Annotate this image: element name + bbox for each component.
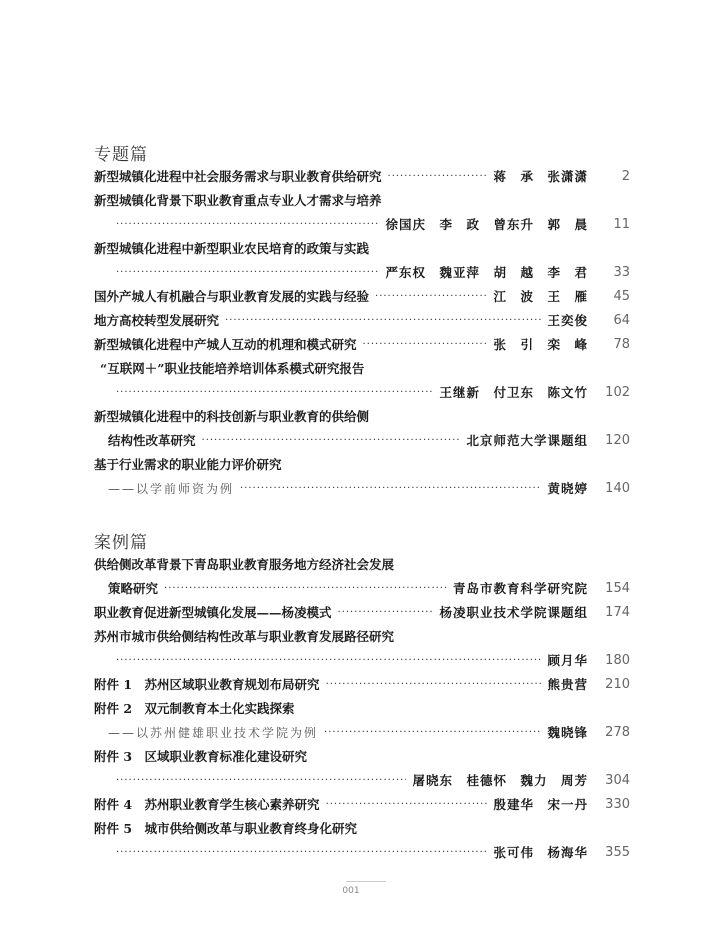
entry-title: 新型城镇化背景下职业教育重点专业人才需求与培养 [94,193,382,208]
entry-page: 140 [605,480,630,496]
entry-page: 210 [605,676,630,692]
entry-title: 新型城镇化进程中产城人互动的机理和模式研究 [94,337,357,352]
entry-page: 154 [605,580,630,596]
entry-page: 102 [605,384,630,400]
entry-page: 180 [605,652,630,668]
entry-authors: 王奕俊 [547,313,588,328]
toc-entry-title-line[interactable] [94,453,630,475]
toc-entry-title-line[interactable] [94,405,630,427]
toc-entry[interactable] [108,649,630,671]
entry-title: “互联网＋”职业技能培养培训体系模式研究报告 [100,361,365,376]
entry-authors: 殷建华 宋一丹 [493,797,588,812]
leader-dots [324,727,541,738]
entry-subtitle: ——以学前师资为例 [108,481,235,496]
entry-title: 国外产城人有机融合与职业教育发展的实践与经验 [94,289,370,304]
toc-entry[interactable] [94,309,630,331]
entry-title: 附件 1 苏州区域职业教育规划布局研究 [94,677,320,692]
toc-entry[interactable] [108,721,630,743]
leader-dots [363,339,488,350]
entry-page: 33 [613,264,630,280]
toc-entry-title-line[interactable] [94,237,630,259]
entry-page: 11 [613,216,630,232]
entry-page: 45 [613,288,630,304]
entry-page: 120 [605,432,630,448]
entry-page: 330 [605,796,630,812]
entry-authors: 屠晓东 桂德怀 魏力 周芳 [412,773,588,788]
entry-page: 174 [605,604,630,620]
toc-entry[interactable] [108,577,630,599]
entry-authors: 江 波 王 雁 [493,289,588,304]
toc-entry[interactable] [108,381,630,403]
page-number: 001 [342,886,360,896]
toc-entry-title-line[interactable] [94,697,630,719]
entry-authors: 张 引 栾 峰 [493,337,588,352]
entry-title: 职业教育促进新型城镇化发展——杨凌模式 [94,605,332,620]
leader-dots [116,267,379,278]
leader-dots [116,847,487,858]
toc-entry[interactable] [94,165,630,187]
leader-dots [240,483,541,494]
entry-title: 苏州市城市供给侧结构性改革与职业教育发展路径研究 [94,629,395,644]
entry-page: 78 [613,336,630,352]
toc-entry-title-line[interactable] [94,189,630,211]
section-title-case-studies: 案例篇 [94,533,148,553]
leader-dots [116,775,406,786]
leader-dots [375,291,487,302]
entry-page: 2 [621,168,630,184]
entry-title-continued: 结构性改革研究 [108,433,196,448]
entry-page: 278 [605,724,630,740]
leader-dots [116,387,433,398]
toc-entry[interactable] [94,285,630,307]
entry-page: 64 [613,312,630,328]
entry-authors: 杨凌职业技术学院课题组 [439,605,588,620]
leader-dots [164,583,447,594]
entry-title-continued: 策略研究 [108,581,159,596]
entry-authors: 北京师范大学课题组 [466,433,588,448]
entry-page: 355 [605,844,630,860]
entry-title: 地方高校转型发展研究 [94,313,220,328]
toc-entry-title-line[interactable] [94,817,630,839]
toc-entry[interactable] [108,841,630,863]
entry-title: 供给侧改革背景下青岛职业教育服务地方经济社会发展 [94,557,395,572]
toc-entry[interactable] [94,793,630,815]
leader-dots [116,655,541,666]
toc-entry-title-line[interactable] [94,553,630,575]
entry-authors: 王继新 付卫东 陈文竹 [439,385,588,400]
entry-title: 附件 5 城市供给侧改革与职业教育终身化研究 [94,821,358,836]
toc-entry[interactable] [108,429,630,451]
leader-dots [326,679,542,690]
entry-title: 基于行业需求的职业能力评价研究 [94,457,282,472]
entry-title: 新型城镇化进程中社会服务需求与职业教育供给研究 [94,169,382,184]
entry-authors: 严东权 魏亚萍 胡 越 李 君 [385,265,588,280]
entry-authors: 蒋 承 张潇潇 [493,169,588,184]
entry-title: 附件 3 区域职业教育标准化建设研究 [94,749,308,764]
entry-page: 304 [605,772,630,788]
toc-entry[interactable] [94,601,630,623]
toc-entry[interactable] [108,213,630,235]
entry-authors: 张可伟 杨海华 [493,845,588,860]
entry-title: 新型城镇化进程中的科技创新与职业教育的供给侧 [94,409,370,424]
leader-dots [202,435,461,446]
entry-subtitle: ——以苏州健雄职业技术学院为例 [108,725,319,740]
leader-dots [338,607,434,618]
entry-authors: 顾月华 [547,653,588,668]
entry-title: 新型城镇化进程中新型职业农民培育的政策与实践 [94,241,370,256]
toc-entry[interactable] [108,769,630,791]
footer-rule [346,881,386,882]
entry-authors: 徐国庆 李 政 曾东升 郭 晨 [385,217,588,232]
entry-title: 附件 2 双元制教育本土化实践探索 [94,701,295,716]
section-title-special-topics: 专题篇 [94,145,148,165]
toc-entry[interactable] [94,333,630,355]
toc-entry[interactable] [108,261,630,283]
entry-authors: 青岛市教育科学研究院 [452,581,588,596]
leader-dots [388,171,488,182]
entry-authors: 魏晓锋 [547,725,588,740]
leader-dots [116,219,379,230]
entry-authors: 黄晓婷 [547,481,588,496]
toc-entry[interactable] [94,673,630,695]
leader-dots [225,315,541,326]
entry-title: 附件 4 苏州职业教育学生核心素养研究 [94,797,320,812]
toc-entry[interactable] [108,477,630,499]
leader-dots [326,799,488,810]
toc-entry-title-line[interactable] [100,357,636,379]
toc-entry-title-line[interactable] [94,625,630,647]
entry-authors: 熊贵营 [547,677,588,692]
toc-entry-title-line[interactable] [94,745,630,767]
